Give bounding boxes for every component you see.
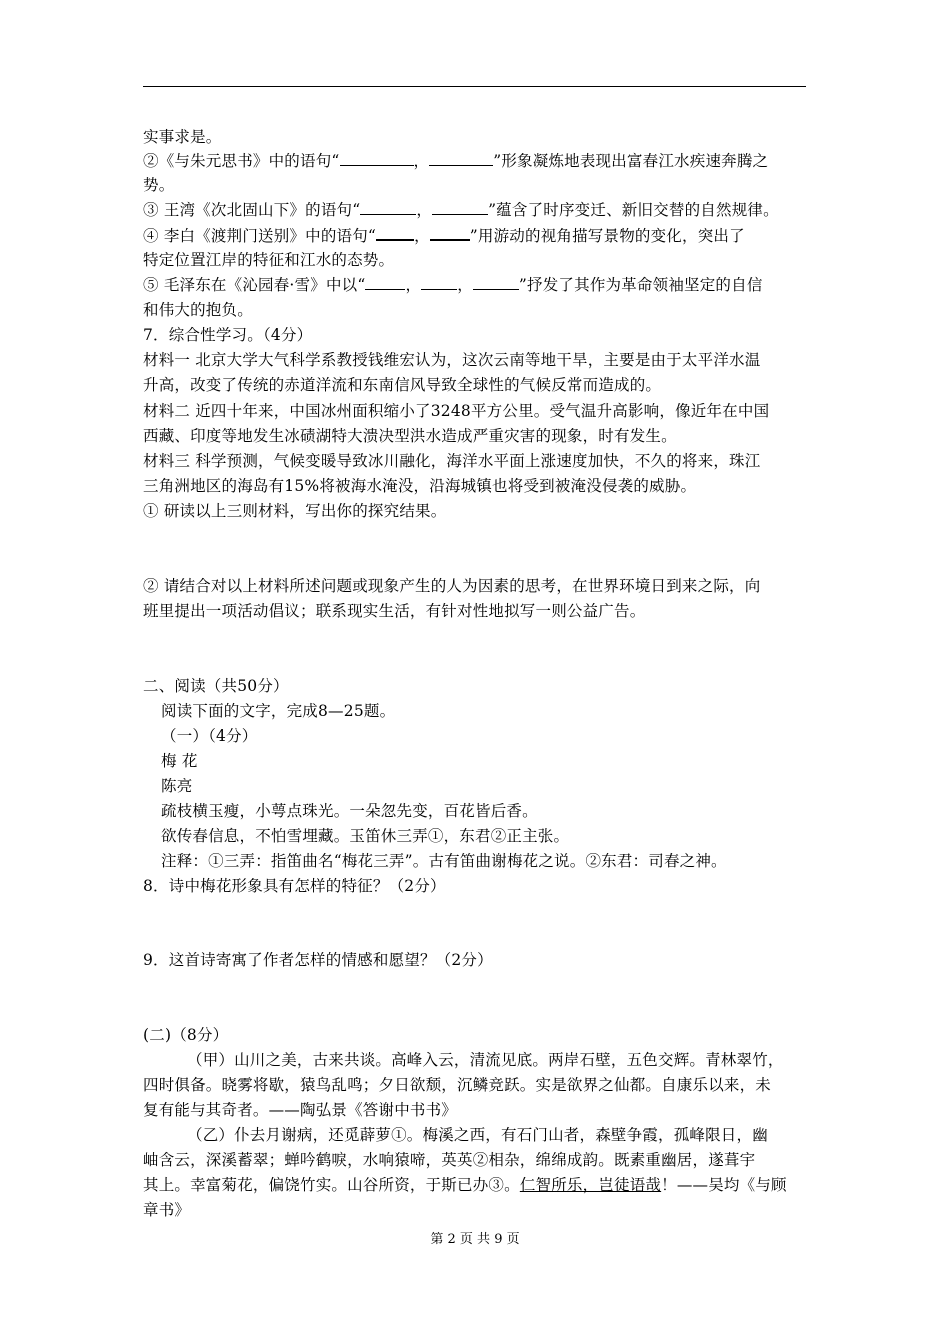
fill-blank-q2: ②《与朱元思书》中的语句“ ， ”形象凝炼地表现出富春江水疾速奔腾之: [143, 152, 769, 170]
poem-note: 注释：①三弄：指笛曲名“梅花三弄”。古有笛曲谢梅花之说。②东君：司春之神。: [161, 852, 727, 870]
reading-intro: 阅读下面的文字，完成8—25题。: [161, 702, 396, 720]
poem-author: 陈亮: [161, 777, 193, 795]
question-9: 9．这首诗寄寓了作者怎样的情感和愿望？（2分）: [143, 951, 493, 969]
part-heading: (二)（8分）: [143, 1026, 229, 1044]
fill-blank-q5: ⑤ 毛泽东在《沁园春·雪》中以“ ， ， ”抒发了其作为革命领袖坚定的自信: [143, 276, 763, 294]
fill-blank-q3: ③ 王湾《次北固山下》的语句“ ， ”蕴含了时序变迁、新旧交替的自然规律。: [143, 201, 779, 219]
text-line: 势。: [143, 176, 175, 194]
passage-line: 岫含云，深溪蓄翠；蝉吟鹤唳，水响猿啼，英英②相杂，绵绵成韵。既素重幽居，遂葺宇: [143, 1151, 756, 1169]
answer-blank[interactable]: [376, 225, 414, 241]
sub-question: ② 请结合对以上材料所述问题或现象产生的人为因素的思考，在世界环境日到来之际，向: [143, 577, 761, 595]
text-line: 实事求是。: [143, 128, 222, 146]
answer-blank[interactable]: [365, 275, 405, 290]
answer-blank[interactable]: [432, 200, 488, 215]
sub-question: 班里提出一项活动倡议；联系现实生活，有针对性地拟写一则公益广告。: [143, 602, 646, 620]
section-heading: 二、阅读（共50分）: [143, 677, 289, 695]
answer-blank[interactable]: [421, 275, 457, 290]
header-rule: [143, 86, 806, 87]
passage-line: 四时俱备。晓雾将歇，猿鸟乱鸣；夕日欲颓，沉鳞竞跃。实是欲界之仙都。自康乐以来，未: [143, 1076, 772, 1094]
passage-line: 复有能与其奇者。——陶弘景《答谢中书书》: [143, 1101, 458, 1119]
material-line: 升高，改变了传统的赤道洋流和东南信风导致全球性的气候反常而造成的。: [143, 376, 662, 394]
part-heading: （一）（4分）: [161, 727, 258, 745]
text-line: 和伟大的抱负。: [143, 301, 253, 319]
question-title: 7．综合性学习。（4分）: [143, 326, 313, 344]
material-line: 三角洲地区的海岛有15%将被海水淹没，沿海城镇也将受到被淹没侵袭的威胁。: [143, 477, 697, 495]
underlined-phrase: 仁智所乐，岂徒语哉: [519, 1176, 662, 1194]
answer-blank[interactable]: [473, 275, 519, 290]
material-line: 材料二 近四十年来，中国冰州面积缩小了3248平方公里。受气温升高影响，像近年在中国: [143, 402, 770, 420]
text-line: 特定位置江岸的特征和江水的态势。: [143, 251, 395, 269]
material-line: 材料三 科学预测，气候变暖导致冰川融化，海洋水平面上涨速度加快，不久的将来，珠江: [143, 452, 761, 470]
question-8: 8．诗中梅花形象具有怎样的特征？（2分）: [143, 877, 446, 895]
poem-line: 欲传春信息，不怕雪埋藏。玉笛休三弄①，东君②正主张。: [161, 827, 570, 845]
passage-line: （甲）山川之美，古来共谈。高峰入云，清流见底。两岸石壁，五色交辉。青林翠竹，: [187, 1051, 784, 1069]
material-line: 西藏、印度等地发生冰碛湖特大溃决型洪水造成严重灾害的现象，时有发生。: [143, 427, 677, 445]
page-footer: 第 2 页 共 9 页: [430, 1232, 520, 1247]
answer-blank[interactable]: [340, 151, 414, 166]
sub-question: ① 研读以上三则材料，写出你的探究结果。: [143, 502, 447, 520]
passage-line: 章书》: [143, 1201, 191, 1219]
answer-blank[interactable]: [360, 200, 416, 215]
fill-blank-q4: ④ 李白《渡荆门送别》中的语句“ ， ”用游动的视角描写景物的变化，突出了: [143, 227, 745, 245]
poem-title: 梅 花: [161, 752, 198, 770]
passage-line: （乙）仆去月谢病，还觅薜萝①。梅溪之西，有石门山者，森壁争霞，孤峰限日，幽: [187, 1126, 768, 1144]
answer-blank[interactable]: [429, 151, 493, 166]
passage-line: 其上。幸富菊花，偏饶竹实。山谷所资，于斯已办③。仁智所乐，岂徒语哉！——吴均《与顾: [143, 1176, 787, 1194]
answer-blank[interactable]: [430, 225, 470, 241]
material-line: 材料一 北京大学大气科学系教授钱维宏认为，这次云南等地干旱，主要是由于太平洋水温: [143, 351, 761, 369]
poem-line: 疏枝横玉瘦，小萼点珠光。一朵忽先变，百花皆后香。: [161, 802, 538, 820]
